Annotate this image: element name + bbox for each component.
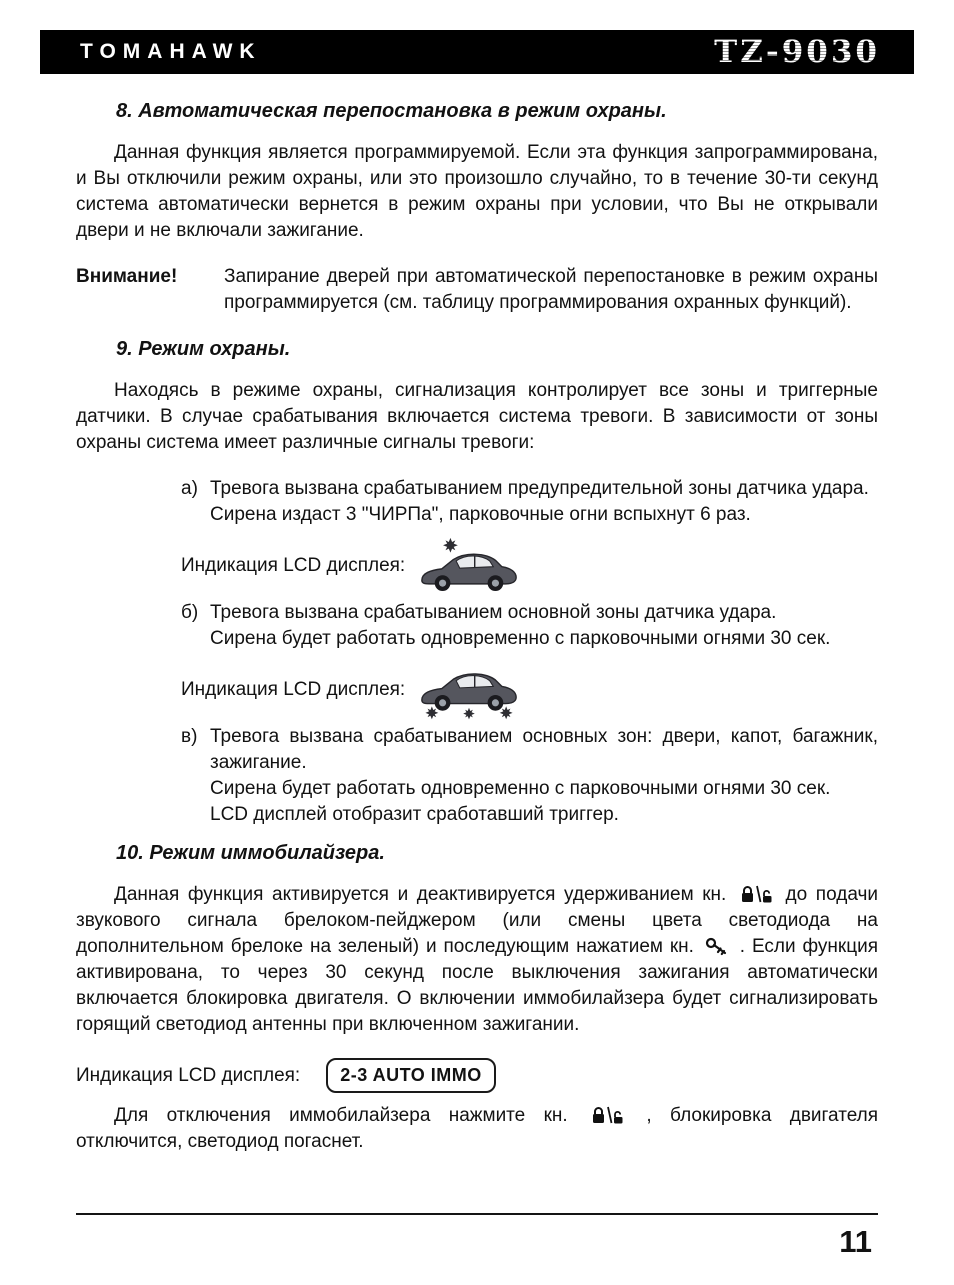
section-10-text-3: . Если функция активирована, то через 30 секунд после выключения зажигания автоматически включается блокировка двигателя. О включении иммобилайзера будет сигнализировать горящий светодиод антенны при включенном зажигании. [76,936,878,1035]
lcd-indication-immo [76,1058,878,1093]
key-button-icon [705,936,729,956]
section-10-text-4: Для отключения иммобилайзера нажмите кн. [114,1105,568,1126]
page-content [40,74,914,1155]
item-a-body [210,476,878,528]
item-v-line-2: Сирена будет работать одновременно с парковочными огнями 30 сек. [210,778,831,799]
section-10-title: 10. Режим иммобилайзера. [116,842,385,864]
footer-divider [76,1213,878,1215]
item-b-line-1: Тревога вызвана срабатыванием основной зоны датчика удара. [210,602,777,623]
item-a-line-2: Сирена издаст 3 "ЧИРПа", парковочные огни вспыхнут 6 раз. [210,504,751,525]
item-v-line-3: LCD дисплей отобразит сработавший триггер. [210,804,619,825]
lcd-caption-immo: Индикация LCD дисплея: [76,1064,301,1086]
alarm-case-a [181,476,878,528]
header-bar [40,30,914,74]
alarm-case-b [181,600,878,652]
alarm-case-v [181,724,878,828]
item-b-label: б) [181,602,199,623]
lock-unlock-button-icon [739,884,773,904]
section-8-paragraph: Данная функция является программируемой. Если эта функция запрограммирована, и Вы отключили режим охраны, или это произошло случайно, то в течение 30-ти секунд система автоматически вернется в режим охраны при условии, что Вы не открывали двери и не включали зажигание. [76,142,878,241]
page-footer [76,1213,878,1259]
lcd-caption-a: Индикация LCD дисплея: [181,555,406,576]
section-10-text-2: до подачи звукового сигнала брелоком-пейджером (или смены цвета светодиода на дополнительном брелоке на зеленый) и последующим нажатием кн. [76,884,878,957]
brand-logo: TOMAHAWK [80,40,262,63]
item-v-line-1: Тревога вызвана срабатыванием основных зон: двери, капот, багажник, зажигание. [210,726,878,773]
section-10-paragraph-2 [76,1103,878,1155]
section-9-intro: Находясь в режиме охраны, сигнализация контролирует все зоны и триггерные датчики. В случае срабатывания включается система тревоги. В зависимости от зоны охраны система имеет различные сигналы тревоги: [76,380,878,453]
warning-text: Запирание дверей при автоматической перепостановке в режим охраны программируется (см. таблицу программирования охранных функций). [224,266,878,313]
warning-block [76,264,878,316]
item-b-body [210,600,878,652]
lock-unlock-button-icon [590,1105,624,1125]
lcd-caption-b: Индикация LCD дисплея: [181,679,406,700]
page-number: 11 [839,1224,872,1259]
item-a-line-1: Тревога вызвана срабатыванием предупредительной зоны датчика удара. [210,478,869,499]
lcd-indication-b [181,660,878,720]
item-a-label: а) [181,478,198,499]
car-shock-main-image [419,660,519,720]
section-10-text-1: Данная функция активируется и деактивируется удерживанием кн. [114,884,727,905]
lcd-indication-a [181,536,878,596]
section-8-title: 8. Автоматическая перепостановка в режим охраны. [116,100,667,122]
lcd-display-auto-immo: 2-3 AUTO IMMO [326,1058,496,1093]
item-v-body [210,724,878,828]
warning-label: Внимание! [76,266,178,287]
section-9-title: 9. Режим охраны. [116,338,291,360]
section-10-paragraph [76,882,878,1038]
section-10-text-5: , блокировка двигателя отключится, светодиод погаснет. [76,1105,878,1152]
car-shock-warn-image [419,536,519,596]
model-logo: TZ-9030 [714,34,880,70]
item-v-label: в) [181,726,198,747]
item-b-line-2: Сирена будет работать одновременно с парковочными огнями 30 сек. [210,628,831,649]
